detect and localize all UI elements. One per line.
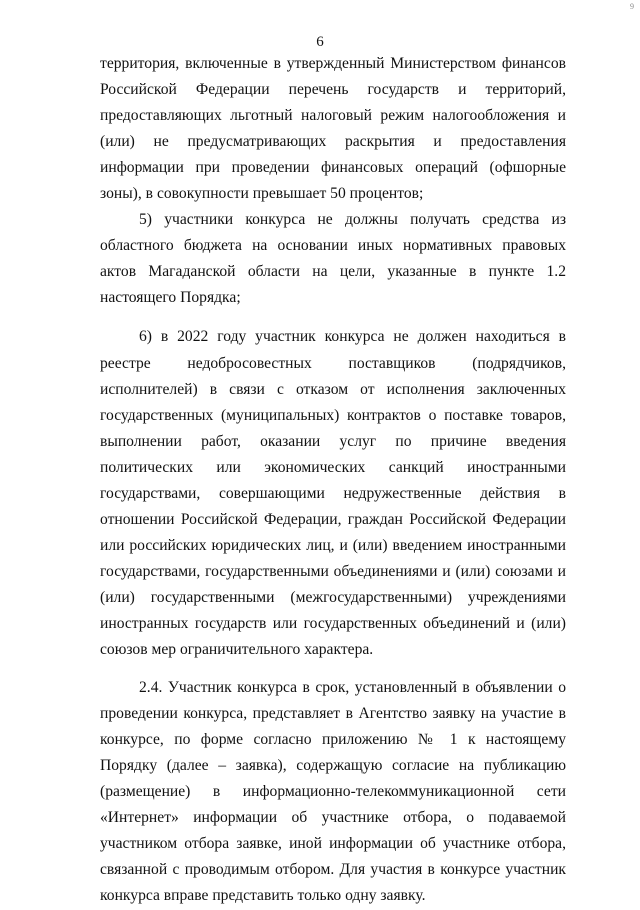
paragraph-item-5: 5) участники конкурса не должны получать средства из областного бюджета на основании иных нормативных правовых актов Магаданской области на цели, указанные в пункте 1.2 настоящего Порядка; xyxy=(100,211,566,307)
document-body xyxy=(100,51,566,910)
paragraph-continuation: территория, включенные в утвержденный Министерством финансов Российской Федерации перечень государств и территорий, предоставляющих льготный налоговый режим налогообложения и (или) не предусматривающих раскрытия и предоставления информации при проведении финансовых операций (офшорные зоны), в совокупности превышает 50 процентов; xyxy=(100,55,566,203)
paragraph-item-6: 6) в 2022 году участник конкурса не должен находиться в реестре недобросовестных поставщиков (подрядчиков, исполнителей) в связи с отказом от исполнения заключенных государственных (муниципальных) контрактов о поставке товаров, выполнении работ, оказании услуг по причине введения политических или экономических санкций иностранными государствами, совершающими недружественные действия в отношении Российской Федерации, граждан Российской Федерации или российских юридических лиц, и (или) введением иностранными государствами, государственными объединениями и (или) союзами и (или) государственными (межгосударственными) учреждениями иностранных государств или государственных объединений и (или) союзов мер ограничительного характера. xyxy=(100,328,566,659)
corner-mark: 9 xyxy=(630,2,634,11)
page-number: 6 xyxy=(316,34,324,50)
paragraph-section-2-4: 2.4. Участник конкурса в срок, установленный в объявлении о проведении конкурса, представляет в Агентство заявку на участие в конкурсе, по форме согласно приложению № 1 к настоящему Порядку (далее – заявка), содержащую согласие на публикацию (размещение) в информационно-телекоммуникационной сети «Интернет» информации об участнике отбора, о подаваемой участником отбора заявке, иной информации об участнике отбора, связанной с проводимым отбором. Для участия в конкурсе участник конкурса вправе представить только одну заявку. xyxy=(100,679,566,905)
